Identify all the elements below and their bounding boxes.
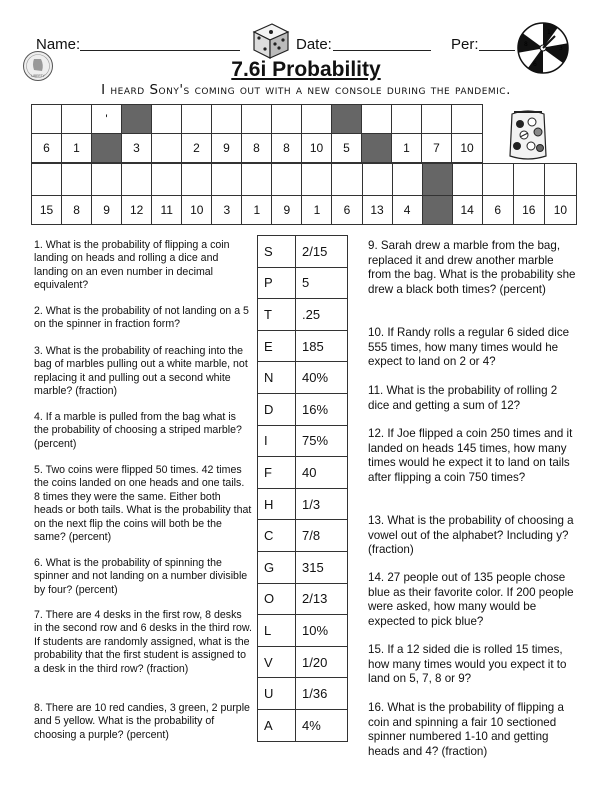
answer-key-letter: S bbox=[258, 236, 296, 268]
code-cell bbox=[392, 105, 422, 134]
code-cell bbox=[272, 164, 302, 196]
code-cell bbox=[513, 164, 544, 196]
question-12: 12. If Joe flipped a coin 250 times and it landed on heads 145 times, how many times would he expect it to land on tails after flipping a coin 750 times? bbox=[368, 427, 573, 484]
code-cell bbox=[92, 164, 122, 196]
answer-key-letter: E bbox=[258, 330, 296, 362]
marble-bag-icon bbox=[506, 106, 550, 162]
code-cell: 7 bbox=[422, 134, 452, 163]
code-cell: 12 bbox=[122, 196, 152, 225]
code-cell bbox=[544, 164, 576, 196]
code-cell: 9 bbox=[212, 134, 242, 163]
code-cell: 11 bbox=[152, 196, 182, 225]
answer-key-value: 4% bbox=[296, 709, 348, 741]
code-cell bbox=[452, 164, 482, 196]
code-cell: 10 bbox=[182, 196, 212, 225]
code-blank-shaded bbox=[362, 134, 392, 163]
answer-key-row bbox=[258, 709, 348, 741]
answer-key-row bbox=[258, 425, 348, 457]
decode-grid-bottom bbox=[31, 163, 577, 225]
code-cell: 1 bbox=[62, 134, 92, 163]
period-label: Per: bbox=[451, 36, 479, 53]
code-cell bbox=[362, 105, 392, 134]
answer-key-letter: L bbox=[258, 615, 296, 647]
coin-motto: LIBERTY bbox=[31, 74, 45, 78]
code-cell: 10 bbox=[544, 196, 576, 225]
question-10: 10. If Randy rolls a regular 6 sided dice 555 times, how many times would he expect to land on 2 or 4? bbox=[368, 326, 570, 368]
code-cell bbox=[212, 164, 242, 196]
code-cell: 1 bbox=[302, 196, 332, 225]
question-13: 13. What is the probability of choosing a vowel out of the alphabet? Including y? (fraction) bbox=[368, 514, 574, 556]
spinner-number: 3 bbox=[559, 45, 563, 52]
code-cell bbox=[152, 134, 182, 163]
code-cell bbox=[62, 105, 92, 134]
answer-key-value: 1/36 bbox=[296, 678, 348, 710]
answer-key-row bbox=[258, 678, 348, 710]
answer-key-value: 5 bbox=[296, 267, 348, 299]
code-cell bbox=[302, 164, 332, 196]
code-cell: 5 bbox=[332, 134, 362, 163]
code-cell bbox=[242, 105, 272, 134]
answer-key-table bbox=[257, 235, 348, 742]
answer-key-letter: C bbox=[258, 520, 296, 552]
code-cell: 6 bbox=[332, 196, 362, 225]
answer-key-value: 1/3 bbox=[296, 488, 348, 520]
name-label: Name: bbox=[36, 36, 81, 53]
code-cell bbox=[62, 164, 92, 196]
answer-key-letter: V bbox=[258, 646, 296, 678]
question-7: 7. There are 4 desks in the first row, 8 desks in the second row and 6 desks in the third row. If students are randomly assigned, what is the probability that the first student is assigned to a desk in the third row? (fraction) bbox=[34, 609, 252, 675]
code-cell: 9 bbox=[272, 196, 302, 225]
code-cell bbox=[122, 164, 152, 196]
answer-key-letter: F bbox=[258, 457, 296, 489]
code-cell bbox=[302, 105, 332, 134]
code-cell bbox=[452, 105, 483, 134]
answer-key-row bbox=[258, 551, 348, 583]
answer-key-row bbox=[258, 267, 348, 299]
answer-key-row bbox=[258, 393, 348, 425]
question-2: 2. What is the probability of not landing on a 5 on the spinner in fraction form? bbox=[34, 305, 249, 331]
code-cell: 13 bbox=[362, 196, 392, 225]
code-cell bbox=[242, 164, 272, 196]
code-cell bbox=[212, 105, 242, 134]
code-cell bbox=[182, 164, 212, 196]
name-field-line[interactable] bbox=[80, 50, 240, 51]
answer-key-row bbox=[258, 646, 348, 678]
spinner-number: 1 bbox=[547, 29, 551, 36]
code-cell: 1 bbox=[242, 196, 272, 225]
question-15: 15. If a 12 sided die is rolled 15 times, how many times would you expect it to land on 5, 7, 8 or 9? bbox=[368, 643, 567, 685]
code-cell: 8 bbox=[272, 134, 302, 163]
code-cell: 1 bbox=[392, 134, 422, 163]
code-cell bbox=[32, 164, 62, 196]
question-14: 14. 27 people out of 135 people chose blue as their favorite color. If 200 people were asked, how many would be expected to pick blue? bbox=[368, 571, 574, 628]
answer-key-row bbox=[258, 330, 348, 362]
date-field-line[interactable] bbox=[333, 50, 431, 51]
code-cell bbox=[182, 105, 212, 134]
answer-key-row bbox=[258, 362, 348, 394]
spinner-number: 8 bbox=[524, 41, 528, 48]
decode-grid-top bbox=[31, 104, 483, 163]
riddle-text: I heard Sony's coming out with a new console during the pandemic. bbox=[101, 82, 511, 98]
answer-key-value: 75% bbox=[296, 425, 348, 457]
question-16: 16. What is the probability of flipping a coin and spinning a fair 10 sectioned spinner numbered 1-10 and getting heads and 4? (fraction) bbox=[368, 701, 564, 758]
code-cell: 2 bbox=[182, 134, 212, 163]
answer-key-row bbox=[258, 520, 348, 552]
question-9: 9. Sarah drew a marble from the bag, replaced it and drew another marble from the bag. What is the probability she drew a black both times? (percent) bbox=[368, 239, 576, 296]
answer-key-letter: U bbox=[258, 678, 296, 710]
answer-key-letter: D bbox=[258, 393, 296, 425]
answer-key-row bbox=[258, 457, 348, 489]
page-title: 7.6i Probability bbox=[231, 58, 381, 81]
answer-key-row bbox=[258, 236, 348, 268]
answer-key-row bbox=[258, 615, 348, 647]
code-cell: 10 bbox=[302, 134, 332, 163]
code-cell bbox=[422, 105, 452, 134]
code-blank-shaded bbox=[422, 164, 452, 196]
question-5: 5. Two coins were flipped 50 times. 42 times the coins landed on one heads and one tails. 8 times they were the same. Either both heads or both tails. What is the probability that on the next flip the coins will both be the same? (percent) bbox=[34, 464, 252, 544]
answer-key-value: 40% bbox=[296, 362, 348, 394]
code-cell bbox=[482, 164, 513, 196]
answer-key-value: 2/13 bbox=[296, 583, 348, 615]
answer-key-row bbox=[258, 583, 348, 615]
answer-key-value: .25 bbox=[296, 299, 348, 331]
code-cell bbox=[152, 164, 182, 196]
code-cell: 15 bbox=[32, 196, 62, 225]
question-8: 8. There are 10 red candies, 3 green, 2 purple and 5 yellow. What is the probability of choosing a purple? (percent) bbox=[34, 702, 250, 741]
code-cell bbox=[362, 164, 392, 196]
question-11: 11. What is the probability of rolling 2 dice and getting a sum of 12? bbox=[368, 384, 558, 412]
code-blank-shaded bbox=[122, 105, 152, 134]
answer-key-letter: P bbox=[258, 267, 296, 299]
period-field-line[interactable] bbox=[479, 50, 515, 51]
code-blank-shaded bbox=[332, 105, 362, 134]
code-cell: 3 bbox=[212, 196, 242, 225]
answer-key-value: 1/20 bbox=[296, 646, 348, 678]
question-1: 1. What is the probability of flipping a coin landing on heads and rolling a dice and landing on an even number in decimal equivalent? bbox=[34, 239, 230, 292]
answer-key-letter: G bbox=[258, 551, 296, 583]
code-cell: 6 bbox=[32, 134, 62, 163]
dice-icon bbox=[250, 18, 292, 60]
code-cell: 6 bbox=[482, 196, 513, 225]
code-cell bbox=[152, 105, 182, 134]
code-cell bbox=[392, 164, 422, 196]
answer-key-letter: A bbox=[258, 709, 296, 741]
code-cell: 8 bbox=[242, 134, 272, 163]
answer-key-value: 315 bbox=[296, 551, 348, 583]
answer-key-value: 40 bbox=[296, 457, 348, 489]
answer-key-row bbox=[258, 299, 348, 331]
code-cell bbox=[32, 105, 62, 134]
answer-key-letter: I bbox=[258, 425, 296, 457]
answer-key-row bbox=[258, 488, 348, 520]
question-3: 3. What is the probability of reaching into the bag of marbles pulling out a white marble, not replacing it and pulling out a second white marble? (fraction) bbox=[34, 345, 248, 398]
answer-key-value: 2/15 bbox=[296, 236, 348, 268]
question-6: 6. What is the probability of spinning the spinner and not landing on a number divisible by four? (percent) bbox=[34, 557, 248, 596]
code-cell: 8 bbox=[62, 196, 92, 225]
code-blank-shaded bbox=[92, 134, 122, 163]
question-4: 4. If a marble is pulled from the bag what is the probability of choosing a striped marble? (percent) bbox=[34, 411, 242, 450]
answer-key-letter: T bbox=[258, 299, 296, 331]
answer-key-value: 7/8 bbox=[296, 520, 348, 552]
answer-key-letter: N bbox=[258, 362, 296, 394]
code-blank-shaded bbox=[422, 196, 452, 225]
code-cell: 9 bbox=[92, 196, 122, 225]
answer-key-value: 16% bbox=[296, 393, 348, 425]
spinner-number: 6 bbox=[533, 61, 537, 68]
code-cell: 16 bbox=[513, 196, 544, 225]
code-cell: ' bbox=[92, 105, 122, 134]
code-cell: 4 bbox=[392, 196, 422, 225]
answer-key-value: 10% bbox=[296, 615, 348, 647]
answer-key-letter: O bbox=[258, 583, 296, 615]
code-cell bbox=[332, 164, 362, 196]
date-label: Date: bbox=[296, 36, 332, 53]
code-cell: 14 bbox=[452, 196, 482, 225]
answer-key-value: 185 bbox=[296, 330, 348, 362]
answer-key-letter: H bbox=[258, 488, 296, 520]
code-cell bbox=[272, 105, 302, 134]
code-cell: 3 bbox=[122, 134, 152, 163]
code-cell: 10 bbox=[452, 134, 483, 163]
